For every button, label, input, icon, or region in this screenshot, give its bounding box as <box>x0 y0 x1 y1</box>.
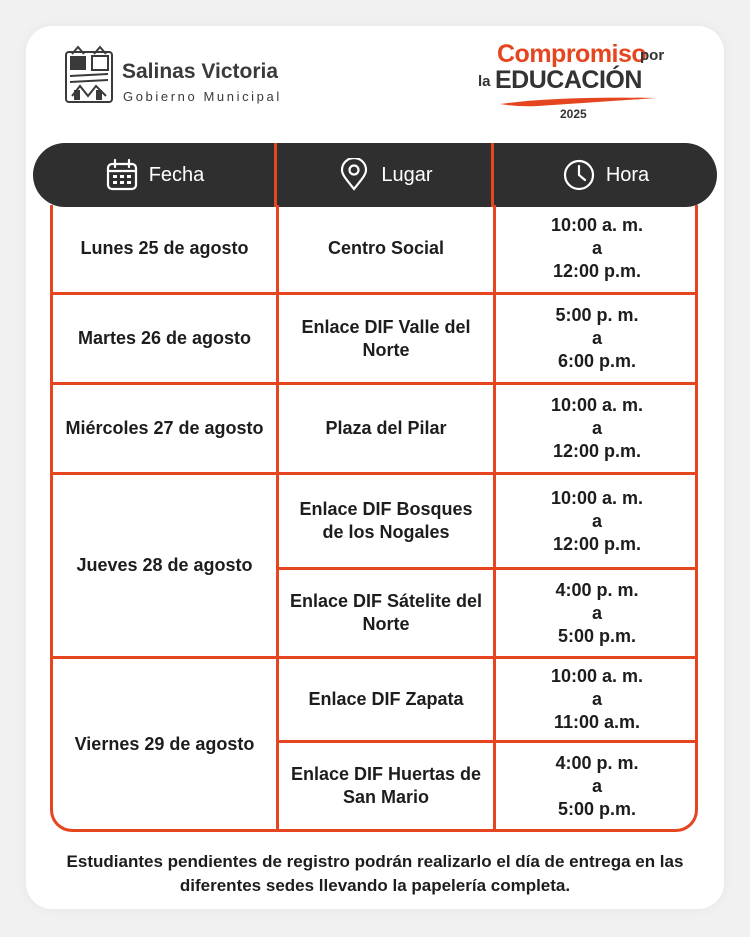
time-start: 5:00 p. m. <box>555 305 639 325</box>
time-separator: a <box>591 689 602 709</box>
municipal-crest-icon <box>64 44 114 106</box>
time-separator: a <box>591 238 602 258</box>
place-cell: Plaza del Pilar <box>325 418 447 438</box>
clock-icon <box>562 158 596 192</box>
time-start: 4:00 p. m. <box>555 752 639 773</box>
schedule-table-header <box>33 143 717 207</box>
place-cell: Enlace DIF Huertas de San Mario <box>290 764 482 807</box>
time-separator: a <box>591 328 602 348</box>
place-cell: Enlace DIF Valle del Norte <box>301 316 471 360</box>
column-header-time-label: Hora <box>605 163 650 186</box>
date-cell: Jueves 28 de agosto <box>76 555 253 575</box>
schedule-table <box>50 205 698 832</box>
calendar-icon <box>105 158 139 192</box>
campaign-year: 2025 <box>560 107 587 121</box>
municipality-subtitle: Gobierno Municipal <box>123 89 282 104</box>
time-separator: a <box>591 510 602 531</box>
date-cell: Lunes 25 de agosto <box>80 238 249 258</box>
footer-note: Estudiantes pendientes de registro podrán realizarlo el día de entrega en las diferentes sedes llevando la papelería completa. <box>66 852 684 895</box>
municipality-logo <box>64 44 324 108</box>
time-end: 12:00 p.m. <box>552 261 642 281</box>
time-cell <box>496 385 698 472</box>
place-cell: Enlace DIF Zapata <box>308 689 464 709</box>
campaign-logo <box>476 38 676 124</box>
time-cell <box>496 659 698 740</box>
time-end: 5:00 p.m. <box>557 798 637 819</box>
time-separator: a <box>591 775 602 796</box>
date-cell: Miércoles 27 de agosto <box>65 418 264 438</box>
campaign-title-suffix: por <box>640 47 665 64</box>
place-cell: Enlace DIF Bosques de los Nogales <box>299 499 473 542</box>
time-separator: a <box>591 418 602 438</box>
time-start: 4:00 p. m. <box>555 579 639 600</box>
time-start: 10:00 a. m. <box>550 215 644 235</box>
campaign-line2-prefix: la <box>478 73 491 90</box>
time-end: 6:00 p.m. <box>557 351 637 371</box>
time-end: 11:00 a.m. <box>553 712 641 732</box>
time-cell <box>496 570 698 656</box>
time-cell <box>496 475 698 567</box>
column-header-time <box>494 143 717 207</box>
municipality-name: Salinas Victoria <box>122 60 279 83</box>
column-header-place <box>277 143 493 207</box>
time-end: 12:00 p.m. <box>552 533 642 554</box>
column-header-date-label: Fecha <box>148 163 205 186</box>
time-end: 12:00 p.m. <box>552 441 642 461</box>
date-cell: Viernes 29 de agosto <box>74 733 255 754</box>
time-start: 10:00 a. m. <box>550 666 644 686</box>
place-cell: Enlace DIF Sátelite del Norte <box>289 591 483 634</box>
time-start: 10:00 a. m. <box>550 487 644 508</box>
campaign-title: Compromiso <box>497 40 647 68</box>
column-header-place-label: Lugar <box>381 163 433 186</box>
time-separator: a <box>591 602 602 623</box>
time-cell <box>496 205 698 292</box>
campaign-line2: EDUCACIÓN <box>495 66 642 94</box>
location-pin-icon <box>337 158 371 192</box>
time-cell <box>496 295 698 382</box>
brush-swoosh-icon <box>498 94 658 108</box>
place-cell: Centro Social <box>327 238 445 258</box>
time-cell <box>496 743 698 829</box>
column-header-date <box>33 143 276 207</box>
time-end: 5:00 p.m. <box>557 625 637 646</box>
time-start: 10:00 a. m. <box>550 395 644 415</box>
date-cell: Martes 26 de agosto <box>77 328 252 348</box>
